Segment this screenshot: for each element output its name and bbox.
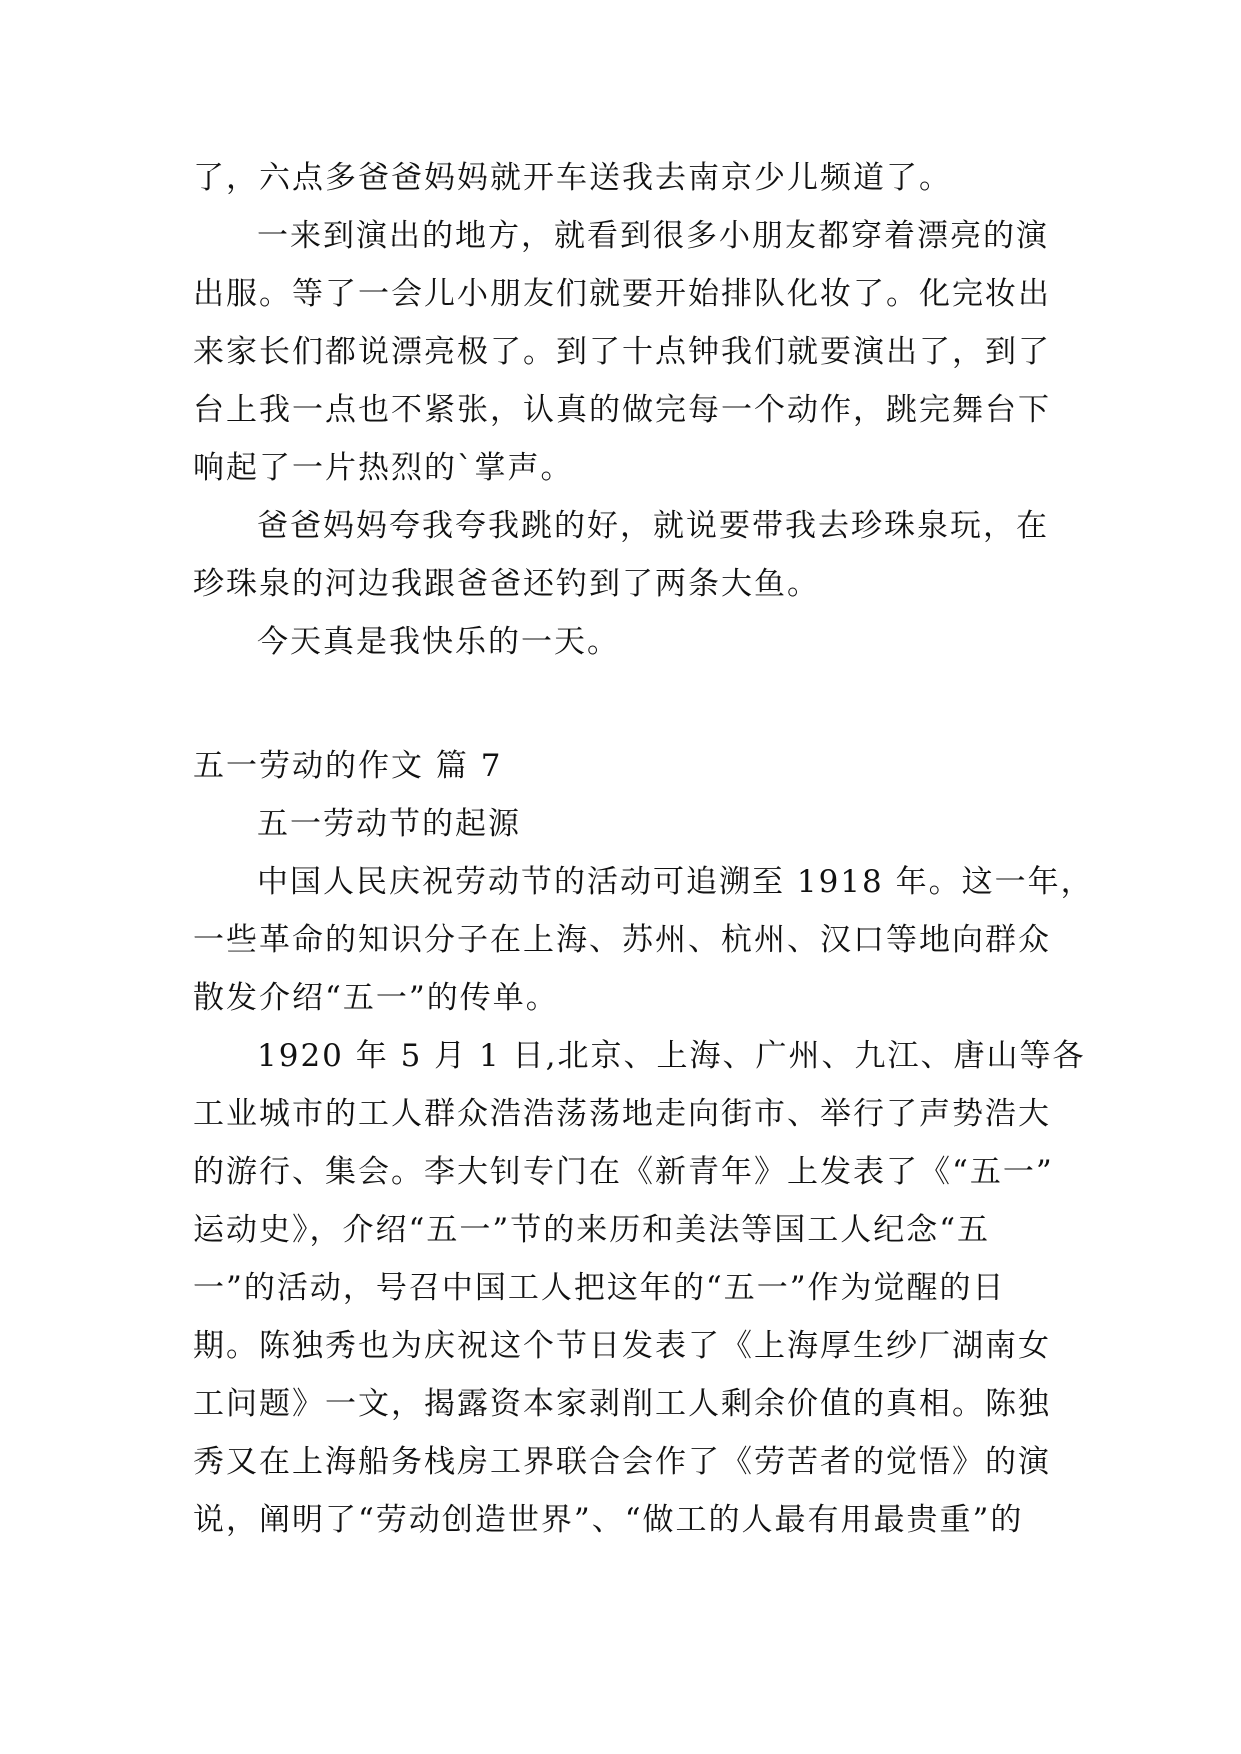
text-line: 来家长们都说漂亮极了。到了十点钟我们就要演出了，到了 <box>193 334 1051 370</box>
paragraph-start: 1920 年 5 月 1 日,北京、上海、广州、九江、唐山等各 <box>257 1038 1086 1074</box>
text-line: 期。陈独秀也为庆祝这个节日发表了《上海厚生纱厂湖南女 <box>193 1328 1051 1364</box>
paragraph-start: 一来到演出的地方，就看到很多小朋友都穿着漂亮的演 <box>257 218 1049 254</box>
text-line: 了，六点多爸爸妈妈就开车送我去南京少儿频道了。 <box>193 160 952 196</box>
text-line: 说，阐明了“劳动创造世界”、“做工的人最有用最贵重”的 <box>193 1502 1024 1538</box>
subheading: 五一劳动节的起源 <box>257 806 521 842</box>
paragraph-start: 今天真是我快乐的一天。 <box>257 624 620 660</box>
text-line: 的游行、集会。李大钊专门在《新青年》上发表了《“五一” <box>193 1154 1054 1190</box>
text-line: 珍珠泉的河边我跟爸爸还钓到了两条大鱼。 <box>193 566 820 602</box>
text-line: 运动史》，介绍“五一”节的来历和美法等国工人纪念“五 <box>193 1212 991 1248</box>
paragraph-start: 中国人民庆祝劳动节的活动可追溯至 1918 年。这一年， <box>257 864 1094 900</box>
section-heading: 五一劳动的作文 篇 7 <box>193 748 503 784</box>
text-line: 散发介绍“五一”的传单。 <box>193 980 559 1016</box>
text-line: 响起了一片热烈的`掌声。 <box>193 450 574 486</box>
text-line: 一些革命的知识分子在上海、苏州、杭州、汉口等地向群众 <box>193 922 1051 958</box>
text-line: 一”的活动，号召中国工人把这年的“五一”作为觉醒的日 <box>193 1270 1006 1306</box>
text-line: 出服。等了一会儿小朋友们就要开始排队化妆了。化完妆出 <box>193 276 1051 312</box>
text-line: 工问题》一文，揭露资本家剥削工人剩余价值的真相。陈独 <box>193 1386 1051 1422</box>
text-line: 工业城市的工人群众浩浩荡荡地走向街市、举行了声势浩大 <box>193 1096 1051 1132</box>
text-line: 台上我一点也不紧张，认真的做完每一个动作，跳完舞台下 <box>193 392 1051 428</box>
paragraph-start: 爸爸妈妈夸我夸我跳的好，就说要带我去珍珠泉玩，在 <box>257 508 1049 544</box>
text-line: 秀又在上海船务栈房工界联合会作了《劳苦者的觉悟》的演 <box>193 1444 1051 1480</box>
